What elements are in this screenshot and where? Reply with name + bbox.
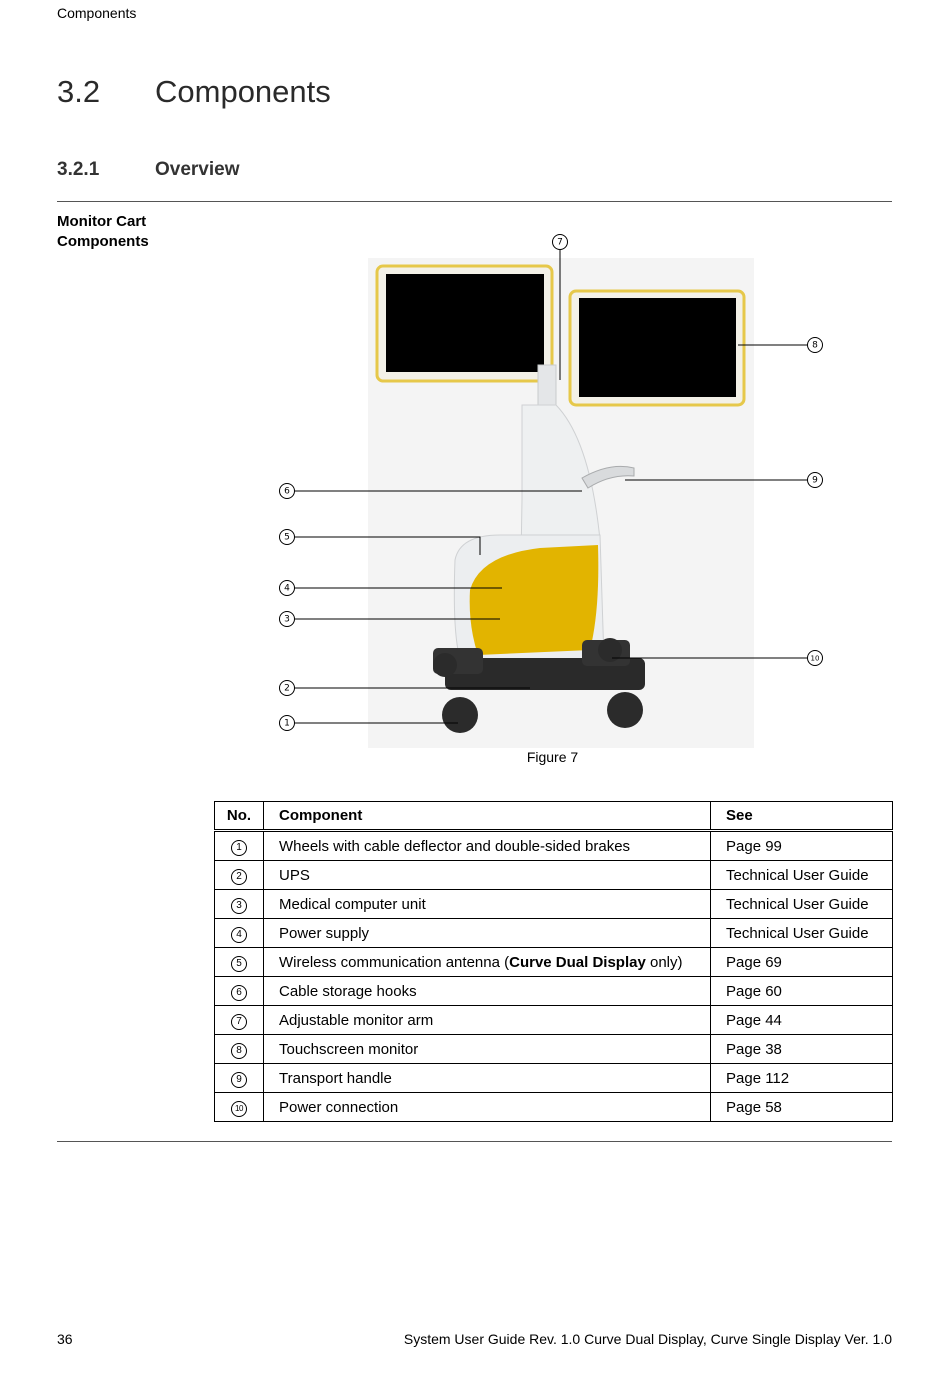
row-number-cell xyxy=(215,948,264,977)
see-cell: Page 38 xyxy=(711,1035,893,1064)
see-cell: Page 60 xyxy=(711,977,893,1006)
callout-1 xyxy=(280,716,295,731)
right-monitor-screen xyxy=(579,298,736,397)
wheel-front-left xyxy=(442,697,478,733)
component-cell: Medical computer unit xyxy=(264,890,711,919)
svg-text:4: 4 xyxy=(284,583,290,594)
table-row xyxy=(215,831,893,861)
footer-document-title: System User Guide Rev. 1.0 Curve Dual Display, Curve Single Display Ver. 1.0 xyxy=(403,1331,892,1347)
circled-number: 1 xyxy=(231,840,247,856)
svg-text:9: 9 xyxy=(812,475,818,486)
see-cell: Page 44 xyxy=(711,1006,893,1035)
components-table xyxy=(214,801,893,1122)
table-row xyxy=(215,861,893,890)
circled-number: 10 xyxy=(231,1101,247,1117)
component-text: Wireless communication antenna ( xyxy=(279,953,510,971)
callout-10 xyxy=(808,651,823,666)
running-header: Components xyxy=(57,5,137,21)
circled-number: 4 xyxy=(231,927,247,943)
section-title: Components xyxy=(155,74,331,109)
page-number: 36 xyxy=(57,1331,73,1347)
callout-5 xyxy=(280,530,295,545)
component-cell: Wheels with cable deflector and double-sided brakes xyxy=(264,831,711,861)
table-header-row xyxy=(215,802,893,831)
circled-number: 5 xyxy=(231,956,247,972)
svg-text:2: 2 xyxy=(284,683,290,694)
svg-text:6: 6 xyxy=(284,486,290,497)
header-component: Component xyxy=(264,802,711,831)
row-number-cell xyxy=(215,1035,264,1064)
component-cell: Cable storage hooks xyxy=(264,977,711,1006)
component-cell: UPS xyxy=(264,861,711,890)
see-cell: Technical User Guide xyxy=(711,861,893,890)
wheel-front-right xyxy=(607,692,643,728)
svg-text:10: 10 xyxy=(810,654,820,663)
figure-caption: Figure 7 xyxy=(526,749,579,765)
circled-number: 6 xyxy=(231,985,247,1001)
callout-4 xyxy=(280,581,295,596)
svg-text:5: 5 xyxy=(284,532,290,543)
component-cell xyxy=(264,948,711,977)
see-cell: Technical User Guide xyxy=(711,919,893,948)
row-number-cell xyxy=(215,977,264,1006)
component-cell: Touchscreen monitor xyxy=(264,1035,711,1064)
component-text: only) xyxy=(645,953,683,971)
callout-6 xyxy=(280,484,295,499)
row-number-cell xyxy=(215,831,264,861)
circled-number: 2 xyxy=(231,869,247,885)
table-row xyxy=(215,1006,893,1035)
callout-3 xyxy=(280,612,295,627)
svg-text:1: 1 xyxy=(284,718,290,729)
row-number-cell xyxy=(215,1064,264,1093)
product-name-bold: Curve Dual Display xyxy=(509,953,646,971)
see-cell: Page 69 xyxy=(711,948,893,977)
row-number-cell xyxy=(215,919,264,948)
header-see: See xyxy=(711,802,893,831)
callout-7 xyxy=(553,235,568,250)
callout-9 xyxy=(808,473,823,488)
table-row xyxy=(215,1093,893,1122)
wheel-rear-left xyxy=(433,653,457,677)
table-row xyxy=(215,977,893,1006)
svg-text:8: 8 xyxy=(812,340,818,351)
subsection-title: Overview xyxy=(155,159,240,180)
see-cell: Page 99 xyxy=(711,831,893,861)
row-number-cell xyxy=(215,1093,264,1122)
callout-8 xyxy=(808,338,823,353)
table-row xyxy=(215,948,893,977)
table-row xyxy=(215,1035,893,1064)
svg-text:3: 3 xyxy=(284,614,290,625)
circled-number: 9 xyxy=(231,1072,247,1088)
component-cell: Adjustable monitor arm xyxy=(264,1006,711,1035)
component-cell: Transport handle xyxy=(264,1064,711,1093)
see-cell: Page 112 xyxy=(711,1064,893,1093)
bottom-divider xyxy=(57,1141,892,1142)
table-row xyxy=(215,919,893,948)
component-cell: Power supply xyxy=(264,919,711,948)
circled-number: 8 xyxy=(231,1043,247,1059)
see-cell: Page 58 xyxy=(711,1093,893,1122)
circled-number: 7 xyxy=(231,1014,247,1030)
top-divider xyxy=(57,201,892,202)
subsection-number: 3.2.1 xyxy=(57,159,100,180)
header-no: No. xyxy=(215,802,264,831)
svg-text:7: 7 xyxy=(557,237,563,248)
row-number-cell xyxy=(215,890,264,919)
left-monitor-screen xyxy=(386,274,544,372)
table-row xyxy=(215,1064,893,1093)
table-row xyxy=(215,890,893,919)
row-number-cell xyxy=(215,861,264,890)
see-cell: Technical User Guide xyxy=(711,890,893,919)
monitor-cart-figure xyxy=(270,228,850,753)
row-number-cell xyxy=(215,1006,264,1035)
component-cell: Power connection xyxy=(264,1093,711,1122)
side-label: Monitor Cart Components xyxy=(57,213,149,250)
callout-2 xyxy=(280,681,295,696)
circled-number: 3 xyxy=(231,898,247,914)
section-number: 3.2 xyxy=(57,74,101,109)
